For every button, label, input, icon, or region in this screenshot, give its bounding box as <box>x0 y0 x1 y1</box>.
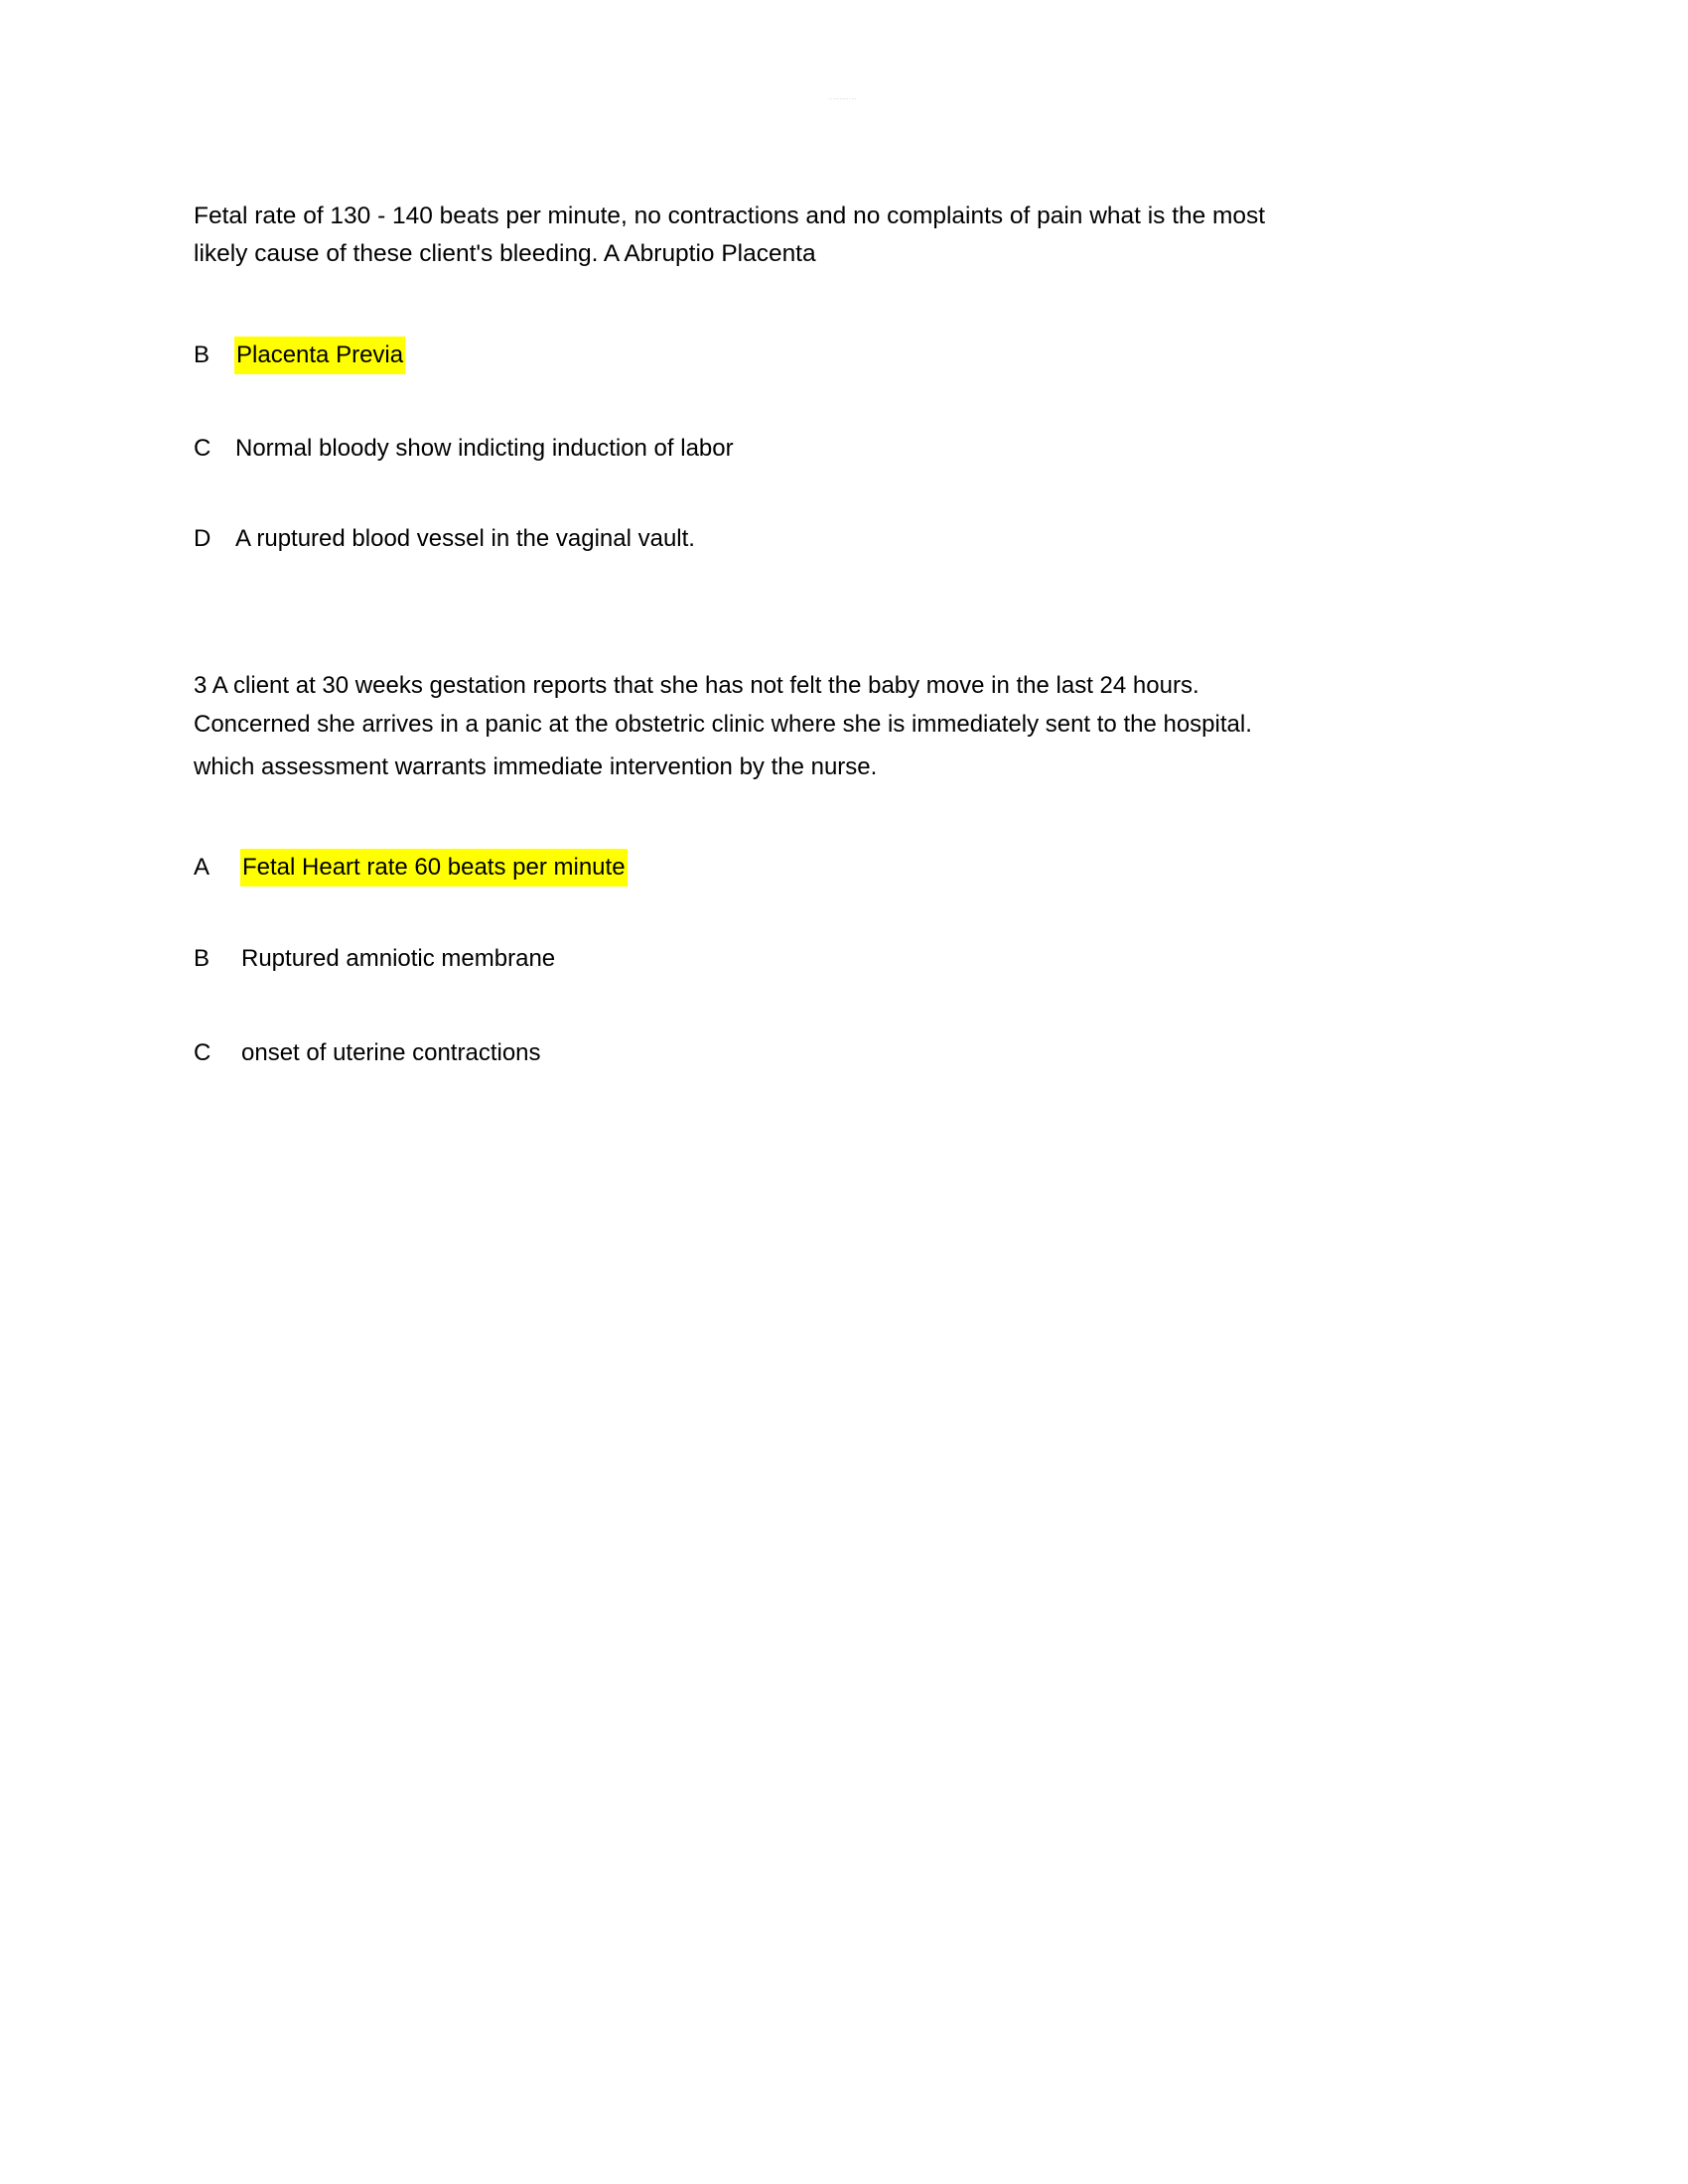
option-letter: C <box>194 1039 211 1066</box>
question-1-option-d[interactable] <box>0 524 1688 554</box>
option-letter: A <box>194 854 211 881</box>
question-2-stem-line-2: Concerned she arrives in a panic at the obstetric clinic where she is immediately sent to the hospital. <box>194 711 1252 738</box>
option-letter: C <box>194 435 211 462</box>
question-2-option-b[interactable] <box>0 944 1688 974</box>
option-letter: B <box>194 945 211 972</box>
option-text: onset of uterine contractions <box>241 1039 541 1066</box>
question-2-option-c[interactable] <box>0 1038 1688 1068</box>
question-2-stem-line-1: 3 A client at 30 weeks gestation reports that she has not felt the baby move in the last 24 hours. <box>194 672 1199 699</box>
question-2-option-a[interactable] <box>0 853 1688 883</box>
option-text: Normal bloody show indicting induction of labor <box>235 435 734 462</box>
question-1-option-b[interactable] <box>0 341 1688 370</box>
option-text-highlighted: Placenta Previa <box>234 337 405 374</box>
question-1-option-c[interactable] <box>0 434 1688 464</box>
option-text: Ruptured amniotic membrane <box>241 945 556 972</box>
option-text: A ruptured blood vessel in the vaginal vault. <box>235 525 695 552</box>
question-2-stem-line-3: which assessment warrants immediate intervention by the nurse. <box>194 753 878 780</box>
page-header-mark: ·· ··········· ··· <box>829 96 857 101</box>
option-text-highlighted: Fetal Heart rate 60 beats per minute <box>240 849 628 887</box>
option-letter: D <box>194 525 211 552</box>
question-1-stem-line-1: Fetal rate of 130 - 140 beats per minute, no contractions and no complaints of pain what is the most <box>194 203 1266 229</box>
question-1-stem-line-2: likely cause of these client's bleeding. A Abruptio Placenta <box>194 240 816 267</box>
option-letter: B <box>194 341 211 368</box>
